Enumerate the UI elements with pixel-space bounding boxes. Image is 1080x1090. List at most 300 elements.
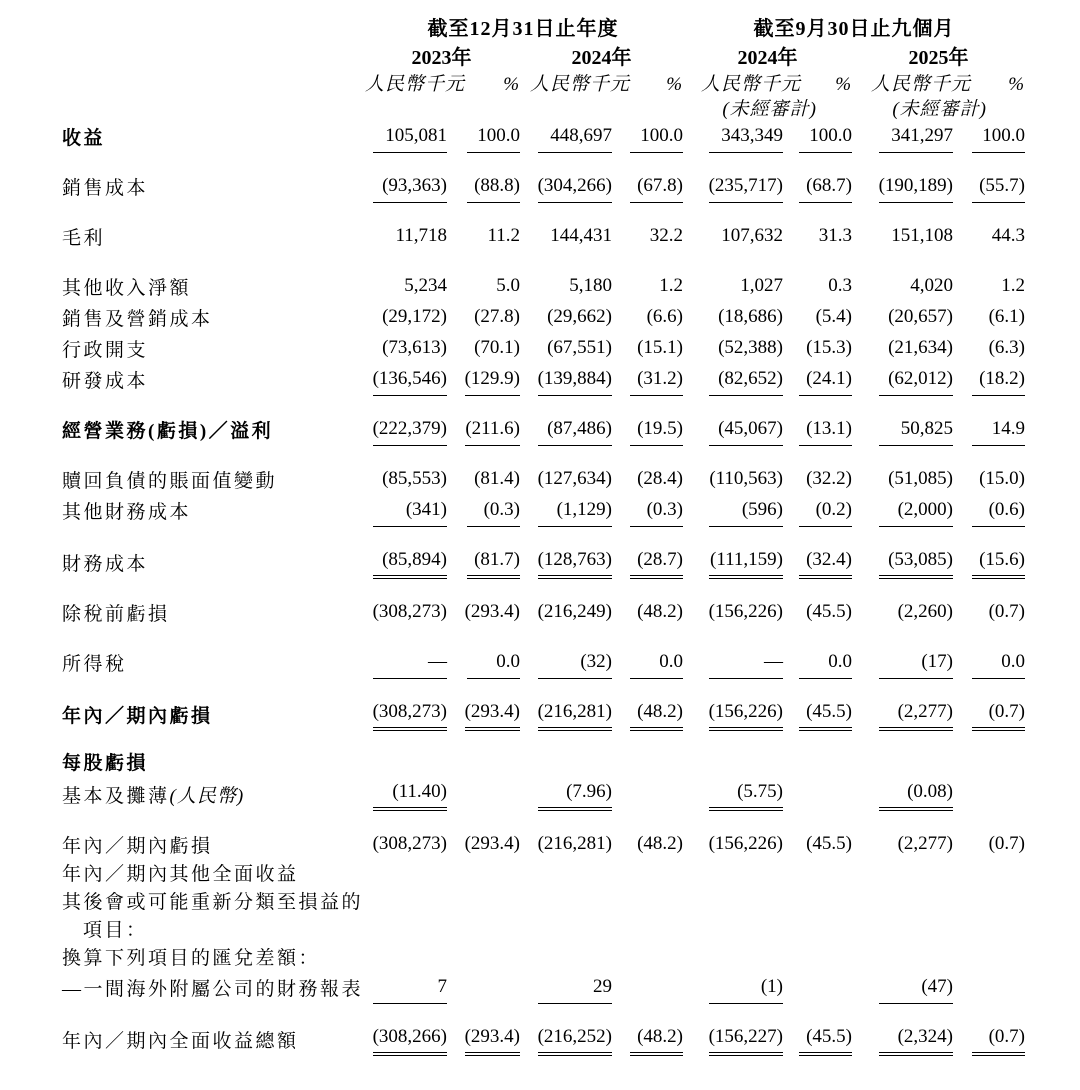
cell-value: (85,894) bbox=[373, 546, 447, 579]
table-body bbox=[62, 122, 1025, 1056]
cell-value: (190,189) bbox=[879, 172, 953, 203]
amount-cell bbox=[363, 861, 447, 889]
percent-cell bbox=[447, 973, 520, 1004]
percent-cell bbox=[783, 629, 852, 679]
cell-value: (31.2) bbox=[630, 365, 683, 396]
percent-cell bbox=[783, 579, 852, 629]
amount-cell bbox=[520, 203, 612, 253]
row-label: 年內／期內其他全面收益 bbox=[62, 864, 299, 885]
cell-value: (0.6) bbox=[972, 496, 1025, 527]
amount-cell bbox=[520, 945, 612, 973]
cell-value: (211.6) bbox=[465, 415, 520, 446]
amount-cell bbox=[852, 203, 953, 253]
unaudited-note: (未經審計) bbox=[892, 99, 988, 120]
cell-value: 341,297 bbox=[879, 122, 953, 153]
percent-cell bbox=[783, 889, 852, 917]
cell-value: (47) bbox=[879, 973, 953, 1004]
row-label: 其後會或可能重新分類至損益的 bbox=[62, 892, 364, 913]
cell-value: (127,634) bbox=[537, 468, 613, 489]
percent-cell bbox=[953, 253, 1025, 303]
profit-loss-table bbox=[62, 14, 1025, 1056]
amount-cell bbox=[852, 731, 953, 778]
amount-cell bbox=[363, 579, 447, 629]
percent-cell bbox=[612, 731, 683, 778]
cell-value: (15.3) bbox=[806, 337, 853, 358]
percent-cell bbox=[953, 811, 1025, 861]
amount-cell bbox=[520, 527, 612, 579]
row-label: 所得稅 bbox=[62, 654, 127, 675]
percent-cell bbox=[612, 365, 683, 396]
amount-cell bbox=[683, 811, 783, 861]
amount-cell bbox=[363, 1004, 447, 1056]
cell-value: — bbox=[709, 648, 783, 679]
row-label-currency-note: (人民幣) bbox=[169, 786, 245, 807]
percent-cell bbox=[612, 396, 683, 446]
amount-cell bbox=[852, 253, 953, 303]
percent-cell bbox=[953, 679, 1025, 731]
cell-value: (216,281) bbox=[537, 833, 613, 854]
cell-value: (139,884) bbox=[538, 365, 612, 396]
cell-value: (52,388) bbox=[718, 337, 784, 358]
cell-value: (62,012) bbox=[879, 365, 953, 396]
percent-cell bbox=[447, 679, 520, 731]
cell-value: (136,546) bbox=[373, 365, 447, 396]
row-label: 贖回負債的賬面值變動 bbox=[62, 471, 278, 492]
amount-cell bbox=[683, 889, 783, 917]
percent-cell bbox=[447, 303, 520, 334]
table-row bbox=[62, 153, 1025, 203]
percent-cell bbox=[953, 334, 1025, 365]
percent-cell bbox=[612, 917, 683, 945]
cell-value: (308,266) bbox=[373, 1023, 447, 1056]
cell-value: (308,273) bbox=[372, 601, 448, 622]
cell-value: (15.1) bbox=[637, 337, 684, 358]
unit-header-row bbox=[62, 72, 1025, 97]
amount-cell bbox=[683, 303, 783, 334]
cell-value: 0.3 bbox=[828, 275, 853, 296]
cell-value: (45.5) bbox=[799, 698, 852, 731]
cell-value: (24.1) bbox=[799, 365, 852, 396]
cell-value: (129.9) bbox=[465, 365, 520, 396]
cell-value: 0.0 bbox=[972, 648, 1025, 679]
table-row bbox=[62, 861, 1025, 889]
percent-cell bbox=[447, 917, 520, 945]
percent-cell bbox=[447, 861, 520, 889]
amount-cell bbox=[363, 811, 447, 861]
cell-value: 14.9 bbox=[972, 415, 1025, 446]
year-label-2025-interim: 2025年 bbox=[908, 47, 969, 69]
cell-value: (156,226) bbox=[708, 601, 784, 622]
percent-cell bbox=[447, 945, 520, 973]
percent-cell bbox=[447, 527, 520, 579]
table-header bbox=[62, 14, 1025, 122]
amount-cell bbox=[683, 203, 783, 253]
cell-value: (93,363) bbox=[373, 172, 447, 203]
header-spacer bbox=[62, 44, 363, 72]
cell-value: — bbox=[373, 648, 447, 679]
percent-cell bbox=[783, 861, 852, 889]
percent-cell bbox=[953, 579, 1025, 629]
percent-cell bbox=[783, 446, 852, 496]
percent-cell bbox=[953, 122, 1025, 153]
amount-cell bbox=[683, 679, 783, 731]
percent-cell bbox=[612, 203, 683, 253]
amount-cell bbox=[683, 153, 783, 203]
percent-cell bbox=[783, 778, 852, 811]
cell-value: (81.7) bbox=[467, 546, 520, 579]
cell-value: (19.5) bbox=[630, 415, 683, 446]
cell-value: (0.08) bbox=[879, 778, 953, 811]
percent-cell bbox=[953, 1004, 1025, 1056]
row-label: 銷售成本 bbox=[62, 178, 149, 199]
amount-cell bbox=[520, 303, 612, 334]
cell-value: 11,718 bbox=[395, 225, 448, 246]
period-header-row bbox=[62, 14, 1025, 44]
row-label: 其他財務成本 bbox=[62, 502, 192, 523]
year-label-2023: 2023年 bbox=[411, 47, 472, 69]
amount-cell bbox=[520, 629, 612, 679]
amount-cell bbox=[852, 889, 953, 917]
amount-cell bbox=[363, 396, 447, 446]
percent-cell bbox=[783, 811, 852, 861]
table-row bbox=[62, 778, 1025, 811]
amount-cell bbox=[683, 334, 783, 365]
amount-cell bbox=[852, 122, 953, 153]
row-label: 財務成本 bbox=[62, 554, 149, 575]
header-spacer bbox=[62, 14, 363, 44]
cell-value: (0.7) bbox=[972, 698, 1025, 731]
table-row bbox=[62, 629, 1025, 679]
cell-value: (293.4) bbox=[465, 1023, 520, 1056]
amount-cell bbox=[852, 527, 953, 579]
cell-value: (216,252) bbox=[538, 1023, 612, 1056]
amount-cell bbox=[852, 153, 953, 203]
amount-cell bbox=[683, 527, 783, 579]
table-row bbox=[62, 679, 1025, 731]
cell-value: 105,081 bbox=[373, 122, 447, 153]
cell-value: (2,277) bbox=[897, 833, 954, 854]
percent-cell bbox=[953, 731, 1025, 778]
cell-value: (304,266) bbox=[538, 172, 612, 203]
percent-label: % bbox=[1008, 74, 1026, 95]
table-row bbox=[62, 917, 1025, 945]
cell-value: (45,067) bbox=[709, 415, 783, 446]
cell-value: 50,825 bbox=[879, 415, 953, 446]
amount-cell bbox=[683, 122, 783, 153]
amount-cell bbox=[363, 122, 447, 153]
row-label: 換算下列項目的匯兌差額： bbox=[62, 948, 321, 969]
unit-label: 人民幣千元 bbox=[701, 74, 802, 95]
cell-value: (18,686) bbox=[718, 306, 784, 327]
amount-cell bbox=[363, 253, 447, 303]
amount-cell bbox=[852, 778, 953, 811]
percent-cell bbox=[783, 303, 852, 334]
percent-cell bbox=[447, 731, 520, 778]
amount-cell bbox=[520, 679, 612, 731]
cell-value: (0.2) bbox=[799, 496, 852, 527]
amount-cell bbox=[363, 889, 447, 917]
cell-value: (2,260) bbox=[897, 601, 954, 622]
cell-value: (17) bbox=[879, 648, 953, 679]
cell-value: (156,226) bbox=[708, 833, 784, 854]
percent-cell bbox=[612, 122, 683, 153]
percent-cell bbox=[953, 365, 1025, 396]
cell-value: (18.2) bbox=[972, 365, 1025, 396]
cell-value: 343,349 bbox=[709, 122, 783, 153]
cell-value: (0.7) bbox=[988, 833, 1026, 854]
cell-value: (6.6) bbox=[646, 306, 684, 327]
empty-cell bbox=[363, 97, 447, 122]
amount-cell bbox=[852, 629, 953, 679]
percent-cell bbox=[783, 679, 852, 731]
amount-cell bbox=[520, 1004, 612, 1056]
amount-cell bbox=[683, 778, 783, 811]
percent-cell bbox=[783, 253, 852, 303]
percent-cell bbox=[783, 153, 852, 203]
amount-cell bbox=[852, 861, 953, 889]
cell-value: (81.4) bbox=[474, 468, 521, 489]
percent-cell bbox=[447, 396, 520, 446]
cell-value: (51,085) bbox=[888, 468, 954, 489]
table-row bbox=[62, 811, 1025, 861]
amount-cell bbox=[683, 365, 783, 396]
row-label: 每股虧損 bbox=[62, 753, 149, 774]
amount-cell bbox=[852, 579, 953, 629]
cell-value: (235,717) bbox=[709, 172, 783, 203]
cell-value: 29 bbox=[538, 973, 612, 1004]
cell-value: (48.2) bbox=[630, 1023, 683, 1056]
cell-value: (88.8) bbox=[467, 172, 520, 203]
cell-value: 0.0 bbox=[467, 648, 520, 679]
amount-cell bbox=[363, 303, 447, 334]
percent-cell bbox=[953, 917, 1025, 945]
row-label: 銷售及營銷成本 bbox=[62, 309, 213, 330]
cell-value: (596) bbox=[709, 496, 783, 527]
amount-cell bbox=[520, 778, 612, 811]
percent-cell bbox=[783, 122, 852, 153]
cell-value: (15.0) bbox=[979, 468, 1026, 489]
cell-value: (32.4) bbox=[799, 546, 852, 579]
cell-value: (53,085) bbox=[879, 546, 953, 579]
cell-value: (308,273) bbox=[373, 698, 447, 731]
percent-cell bbox=[953, 889, 1025, 917]
table-row bbox=[62, 579, 1025, 629]
percent-cell bbox=[953, 778, 1025, 811]
percent-cell bbox=[447, 1004, 520, 1056]
cell-value: 0.0 bbox=[799, 648, 852, 679]
cell-value: (1) bbox=[709, 973, 783, 1004]
cell-value: (156,227) bbox=[709, 1023, 783, 1056]
amount-cell bbox=[363, 365, 447, 396]
cell-value: (2,277) bbox=[879, 698, 953, 731]
cell-value: (32.2) bbox=[806, 468, 853, 489]
amount-cell bbox=[520, 396, 612, 446]
amount-cell bbox=[520, 579, 612, 629]
percent-label: % bbox=[835, 74, 853, 95]
cell-value: (111,159) bbox=[709, 546, 783, 579]
percent-cell bbox=[953, 153, 1025, 203]
percent-cell bbox=[447, 253, 520, 303]
percent-cell bbox=[783, 365, 852, 396]
amount-cell bbox=[852, 945, 953, 973]
cell-value: (1,129) bbox=[538, 496, 612, 527]
percent-cell bbox=[783, 334, 852, 365]
percent-cell bbox=[953, 527, 1025, 579]
amount-cell bbox=[683, 973, 783, 1004]
percent-cell bbox=[953, 945, 1025, 973]
amount-cell bbox=[363, 778, 447, 811]
cell-value: 151,108 bbox=[891, 225, 954, 246]
cell-value: 5,180 bbox=[569, 275, 613, 296]
row-label: 毛利 bbox=[62, 228, 106, 249]
cell-value: (293.4) bbox=[465, 698, 520, 731]
cell-value: 100.0 bbox=[972, 122, 1025, 153]
amount-cell bbox=[363, 679, 447, 731]
table-row bbox=[62, 945, 1025, 973]
cell-value: 11.2 bbox=[487, 225, 521, 246]
cell-value: 31.3 bbox=[818, 225, 853, 246]
cell-value: (0.3) bbox=[467, 496, 520, 527]
row-label: 年內／期內虧損 bbox=[62, 836, 213, 857]
cell-value: (128,763) bbox=[538, 546, 612, 579]
amount-cell bbox=[520, 811, 612, 861]
cell-value: (13.1) bbox=[799, 415, 852, 446]
cell-value: (6.3) bbox=[988, 337, 1026, 358]
percent-cell bbox=[612, 1004, 683, 1056]
amount-cell bbox=[363, 334, 447, 365]
cell-value: 448,697 bbox=[538, 122, 612, 153]
cell-value: 32.2 bbox=[649, 225, 684, 246]
cell-value: 1.2 bbox=[659, 275, 684, 296]
percent-cell bbox=[783, 527, 852, 579]
amount-cell bbox=[683, 253, 783, 303]
amount-cell bbox=[363, 917, 447, 945]
cell-value: (11.40) bbox=[373, 778, 447, 811]
percent-cell bbox=[612, 861, 683, 889]
amount-cell bbox=[520, 973, 612, 1004]
cell-value: 5,234 bbox=[404, 275, 448, 296]
cell-value: (293.4) bbox=[464, 601, 521, 622]
amount-cell bbox=[363, 973, 447, 1004]
percent-label: % bbox=[666, 74, 684, 95]
cell-value: (308,273) bbox=[372, 833, 448, 854]
cell-value: (7.96) bbox=[538, 778, 612, 811]
cell-value: (55.7) bbox=[972, 172, 1025, 203]
amount-cell bbox=[363, 527, 447, 579]
percent-cell bbox=[447, 446, 520, 496]
cell-value: (29,172) bbox=[382, 306, 448, 327]
cell-value: 100.0 bbox=[799, 122, 852, 153]
row-label: 年內／期內全面收益總額 bbox=[62, 1031, 299, 1052]
row-label: 研發成本 bbox=[62, 371, 149, 392]
percent-cell bbox=[612, 334, 683, 365]
percent-cell bbox=[612, 973, 683, 1004]
amount-cell bbox=[520, 253, 612, 303]
cell-value: (45.5) bbox=[806, 601, 853, 622]
percent-cell bbox=[953, 973, 1025, 1004]
cell-value: (48.2) bbox=[637, 833, 684, 854]
cell-value: 1.2 bbox=[1001, 275, 1026, 296]
percent-cell bbox=[612, 253, 683, 303]
amount-cell bbox=[363, 153, 447, 203]
amount-cell bbox=[852, 1004, 953, 1056]
header-spacer bbox=[62, 97, 363, 122]
audit-note-row bbox=[62, 97, 1025, 122]
row-label: 基本及攤薄(人民幣) bbox=[62, 786, 245, 807]
cell-value: (28.4) bbox=[637, 468, 684, 489]
table-row bbox=[62, 303, 1025, 334]
amount-cell bbox=[520, 731, 612, 778]
amount-cell bbox=[683, 579, 783, 629]
amount-cell bbox=[683, 731, 783, 778]
table-row bbox=[62, 365, 1025, 396]
row-label: 除稅前虧損 bbox=[62, 604, 170, 625]
cell-value: (29,662) bbox=[547, 306, 613, 327]
percent-cell bbox=[783, 396, 852, 446]
year-label-2024: 2024年 bbox=[571, 47, 632, 69]
percent-cell bbox=[447, 334, 520, 365]
cell-value: 0.0 bbox=[630, 648, 683, 679]
table-row bbox=[62, 203, 1025, 253]
percent-cell bbox=[612, 889, 683, 917]
percent-cell bbox=[447, 153, 520, 203]
cell-value: (216,281) bbox=[538, 698, 612, 731]
table-row bbox=[62, 396, 1025, 446]
cell-value: (5.4) bbox=[815, 306, 853, 327]
amount-cell bbox=[852, 973, 953, 1004]
amount-cell bbox=[683, 629, 783, 679]
cell-value: (28.7) bbox=[630, 546, 683, 579]
row-label: 年內／期內虧損 bbox=[62, 706, 213, 727]
percent-cell bbox=[783, 203, 852, 253]
percent-cell bbox=[783, 973, 852, 1004]
amount-cell bbox=[683, 1004, 783, 1056]
row-label: 經營業務(虧損)／溢利 bbox=[62, 421, 274, 442]
cell-value: (68.7) bbox=[799, 172, 852, 203]
percent-cell bbox=[447, 203, 520, 253]
percent-cell bbox=[953, 861, 1025, 889]
percent-cell bbox=[612, 945, 683, 973]
amount-cell bbox=[363, 731, 447, 778]
unaudited-note: (未經審計) bbox=[722, 99, 818, 120]
amount-cell bbox=[683, 496, 783, 527]
amount-cell bbox=[683, 945, 783, 973]
table-row bbox=[62, 889, 1025, 917]
table-row bbox=[62, 122, 1025, 153]
percent-cell bbox=[953, 496, 1025, 527]
percent-cell bbox=[783, 1004, 852, 1056]
period-header-interim: 截至9月30日止九個月 bbox=[753, 18, 955, 40]
cell-value: 107,632 bbox=[721, 225, 784, 246]
unit-label: 人民幣千元 bbox=[871, 74, 972, 95]
cell-value: (341) bbox=[373, 496, 447, 527]
amount-cell bbox=[852, 396, 953, 446]
percent-cell bbox=[612, 303, 683, 334]
row-label: 項目： bbox=[83, 920, 148, 941]
amount-cell bbox=[852, 496, 953, 527]
cell-value: 100.0 bbox=[467, 122, 520, 153]
cell-value: (222,379) bbox=[373, 415, 447, 446]
percent-cell bbox=[447, 365, 520, 396]
amount-cell bbox=[363, 629, 447, 679]
unit-label: 人民幣千元 bbox=[530, 74, 631, 95]
percent-cell bbox=[447, 629, 520, 679]
percent-cell bbox=[953, 303, 1025, 334]
amount-cell bbox=[520, 917, 612, 945]
cell-value: 1,027 bbox=[740, 275, 784, 296]
amount-cell bbox=[363, 496, 447, 527]
percent-cell bbox=[612, 496, 683, 527]
